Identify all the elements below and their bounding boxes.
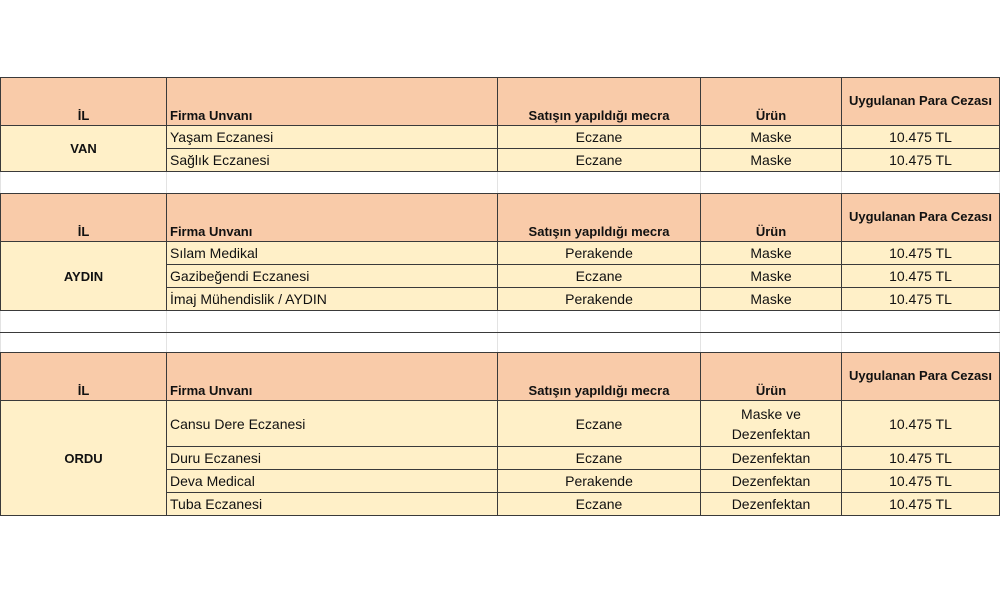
city-cell: ORDU — [1, 401, 167, 516]
header-firma: Firma Unvanı — [167, 194, 498, 242]
table-row — [1, 401, 1000, 447]
header-urun: Ürün — [701, 353, 842, 401]
ceza-cell: 10.475 TL — [842, 493, 1000, 516]
urun-cell: Dezenfektan — [701, 493, 842, 516]
firma-cell: Deva Medical — [167, 470, 498, 493]
empty-row — [1, 311, 1000, 333]
firma-cell: Yaşam Eczanesi — [167, 126, 498, 149]
penalty-table — [0, 77, 1000, 516]
ceza-cell: 10.475 TL — [842, 447, 1000, 470]
firma-cell: İmaj Mühendislik / AYDIN — [167, 288, 498, 311]
table-row — [1, 242, 1000, 265]
ceza-cell: 10.475 TL — [842, 242, 1000, 265]
urun-cell: Maske ve Dezenfektan — [701, 401, 842, 447]
firma-cell: Sılam Medikal — [167, 242, 498, 265]
urun-cell: Maske — [701, 242, 842, 265]
mecra-cell: Eczane — [498, 493, 701, 516]
empty-row — [1, 172, 1000, 194]
ceza-cell: 10.475 TL — [842, 265, 1000, 288]
empty-row — [1, 333, 1000, 353]
header-il: İL — [1, 353, 167, 401]
firma-cell: Gazibeğendi Eczanesi — [167, 265, 498, 288]
ceza-cell: 10.475 TL — [842, 288, 1000, 311]
header-firma: Firma Unvanı — [167, 353, 498, 401]
mecra-cell: Eczane — [498, 401, 701, 447]
urun-cell: Maske — [701, 288, 842, 311]
ceza-cell: 10.475 TL — [842, 470, 1000, 493]
city-cell: VAN — [1, 126, 167, 172]
header-row — [1, 194, 1000, 242]
header-urun: Ürün — [701, 78, 842, 126]
urun-cell: Maske — [701, 149, 842, 172]
header-urun: Ürün — [701, 194, 842, 242]
mecra-cell: Eczane — [498, 149, 701, 172]
ceza-cell: 10.475 TL — [842, 126, 1000, 149]
header-il: İL — [1, 194, 167, 242]
mecra-cell: Eczane — [498, 447, 701, 470]
urun-cell: Dezenfektan — [701, 447, 842, 470]
mecra-cell: Perakende — [498, 288, 701, 311]
header-row — [1, 353, 1000, 401]
header-ceza: Uygulanan Para Cezası — [842, 353, 1000, 401]
header-ceza: Uygulanan Para Cezası — [842, 78, 1000, 126]
header-ceza: Uygulanan Para Cezası — [842, 194, 1000, 242]
urun-cell: Maske — [701, 126, 842, 149]
header-mecra: Satışın yapıldığı mecra — [498, 194, 701, 242]
header-il: İL — [1, 78, 167, 126]
firma-cell: Cansu Dere Eczanesi — [167, 401, 498, 447]
city-cell: AYDIN — [1, 242, 167, 311]
header-row — [1, 78, 1000, 126]
mecra-cell: Eczane — [498, 126, 701, 149]
ceza-cell: 10.475 TL — [842, 149, 1000, 172]
firma-cell: Sağlık Eczanesi — [167, 149, 498, 172]
urun-cell: Dezenfektan — [701, 470, 842, 493]
header-firma: Firma Unvanı — [167, 78, 498, 126]
mecra-cell: Perakende — [498, 470, 701, 493]
table-row — [1, 126, 1000, 149]
urun-cell: Maske — [701, 265, 842, 288]
header-mecra: Satışın yapıldığı mecra — [498, 78, 701, 126]
header-mecra: Satışın yapıldığı mecra — [498, 353, 701, 401]
spreadsheet — [0, 77, 999, 516]
mecra-cell: Eczane — [498, 265, 701, 288]
firma-cell: Duru Eczanesi — [167, 447, 498, 470]
mecra-cell: Perakende — [498, 242, 701, 265]
ceza-cell: 10.475 TL — [842, 401, 1000, 447]
firma-cell: Tuba Eczanesi — [167, 493, 498, 516]
